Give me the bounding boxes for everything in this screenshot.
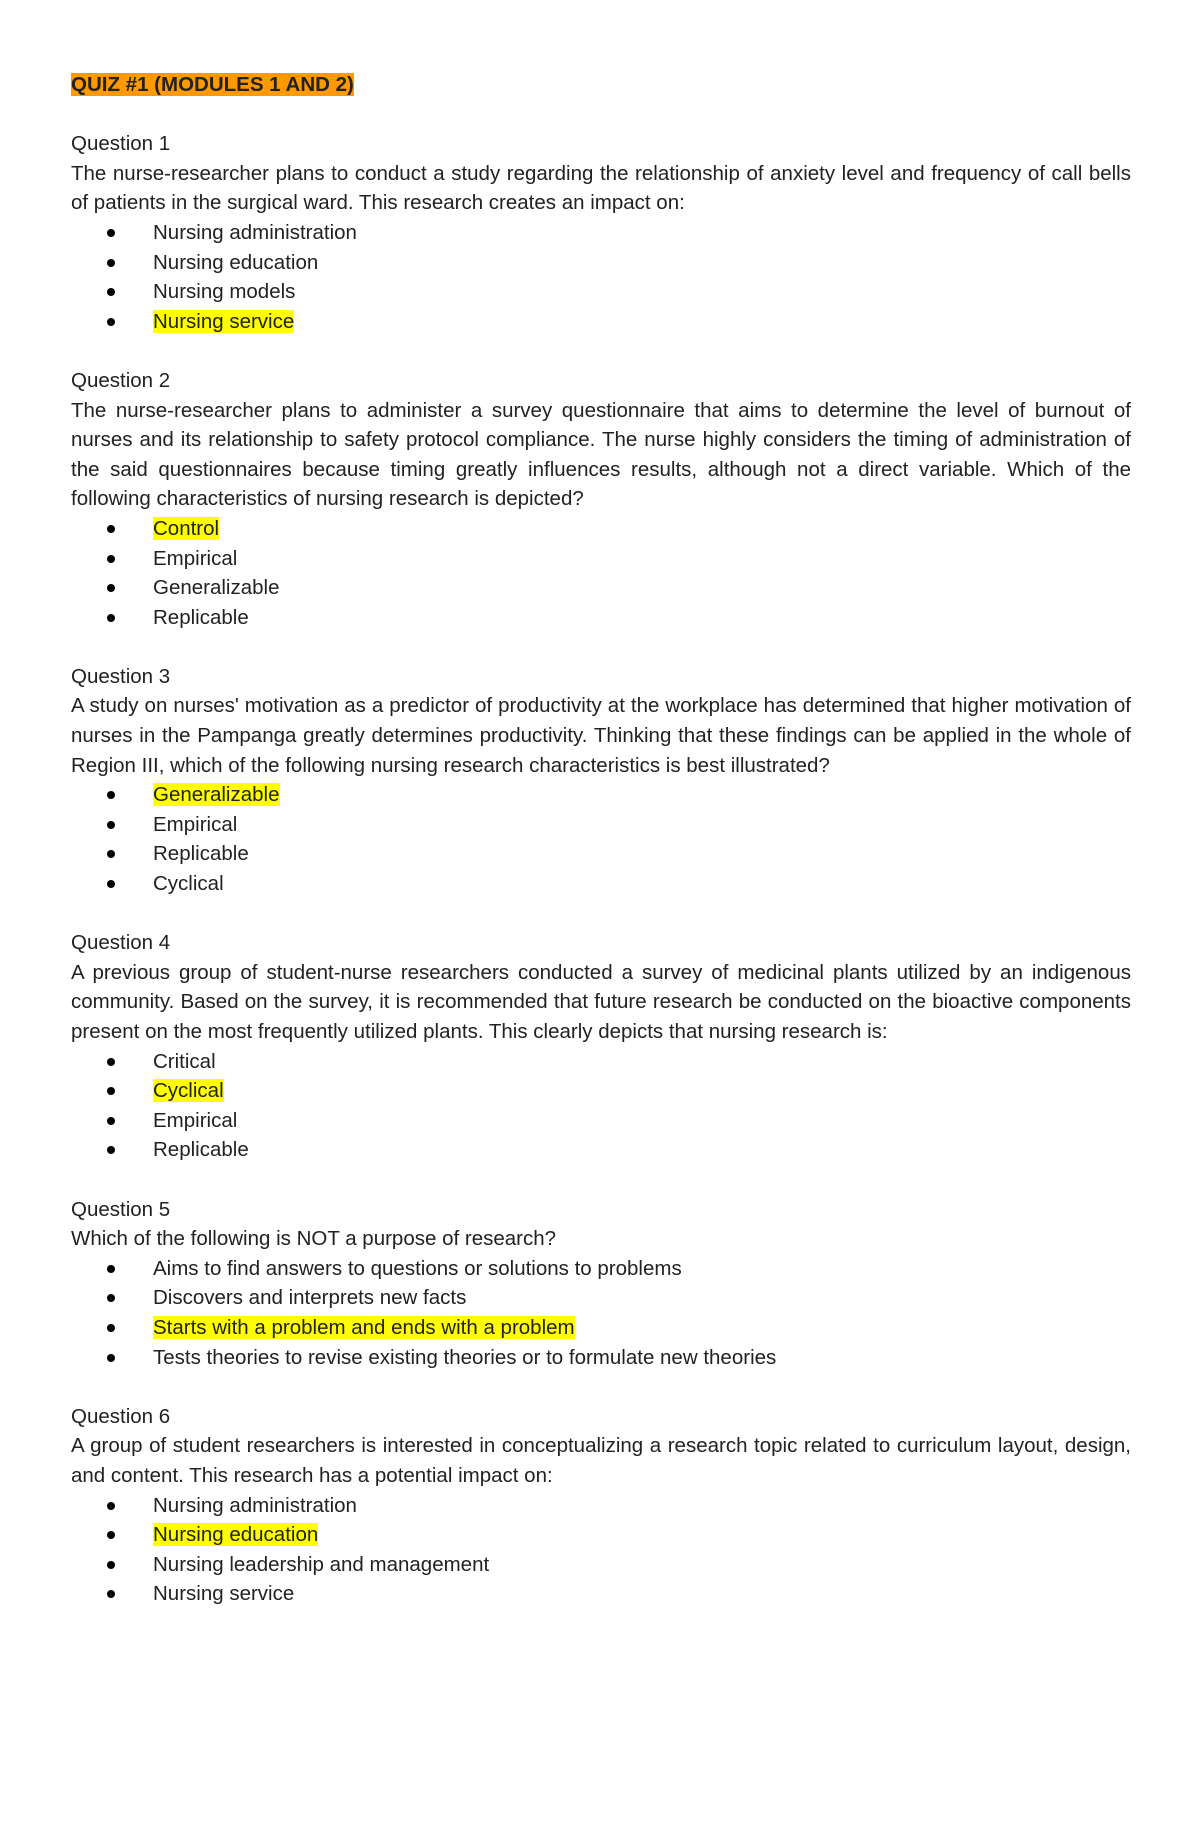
bullet-icon <box>107 229 115 237</box>
option-text: Empirical <box>153 1108 238 1132</box>
option-item <box>71 1343 1131 1373</box>
option-text: Generalizable <box>153 783 280 807</box>
bullet-icon <box>107 525 115 533</box>
question-text: The nurse-researcher plans to conduct a study regarding the relationship of anxiety level and frequency of call bells of patients in the surgical ward. This research creates an impact on: <box>71 161 1131 215</box>
bullet-icon <box>107 614 115 622</box>
option-item <box>71 1313 1131 1343</box>
option-text: Critical <box>153 1049 216 1073</box>
option-item <box>71 544 1131 574</box>
option-text: Nursing models <box>153 280 296 304</box>
options-list <box>71 218 1131 336</box>
option-text: Cyclical <box>153 1079 224 1103</box>
option-item <box>71 1076 1131 1106</box>
question-label: Question 3 <box>71 664 171 688</box>
option-text: Replicable <box>153 605 249 629</box>
question-text: A previous group of student-nurse researchers conducted a survey of medicinal plants utilized by an indigenous community. Based on the survey, it is recommended that future research be conducted on the bioactive components present on the most frequently utilized plants. This clearly depicts that nursing research is: <box>71 960 1131 1043</box>
bullet-icon <box>107 1354 115 1362</box>
question-5 <box>71 1195 1131 1373</box>
option-text: Nursing education <box>153 1523 319 1547</box>
option-text: Nursing leadership and management <box>153 1552 490 1576</box>
bullet-icon <box>107 318 115 326</box>
option-item <box>71 603 1131 633</box>
option-text: Nursing service <box>153 1582 295 1606</box>
question-2 <box>71 366 1131 632</box>
option-text: Control <box>153 516 220 540</box>
option-text: Replicable <box>153 1138 249 1162</box>
bullet-icon <box>107 1561 115 1569</box>
option-text: Aims to find answers to questions or solutions to problems <box>153 1256 682 1280</box>
bullet-icon <box>107 1087 115 1095</box>
options-list <box>71 1254 1131 1372</box>
question-label: Question 6 <box>71 1404 171 1428</box>
option-text: Tests theories to revise existing theories or to formulate new theories <box>153 1345 777 1369</box>
bullet-icon <box>107 555 115 563</box>
bullet-icon <box>107 1294 115 1302</box>
option-text: Generalizable <box>153 576 280 600</box>
question-1 <box>71 129 1131 336</box>
option-item <box>71 810 1131 840</box>
option-item <box>71 780 1131 810</box>
quiz-title <box>71 70 1131 100</box>
bullet-icon <box>107 880 115 888</box>
bullet-icon <box>107 1531 115 1539</box>
option-text: Cyclical <box>153 872 224 896</box>
bullet-icon <box>107 288 115 296</box>
quiz-title-text: QUIZ #1 (MODULES 1 AND 2) <box>71 73 354 96</box>
question-4 <box>71 928 1131 1165</box>
bullet-icon <box>107 850 115 858</box>
question-3 <box>71 662 1131 899</box>
option-text: Discovers and interprets new facts <box>153 1286 467 1310</box>
bullet-icon <box>107 1502 115 1510</box>
option-item <box>71 1491 1131 1521</box>
option-item <box>71 277 1131 307</box>
question-label: Question 5 <box>71 1197 171 1221</box>
bullet-icon <box>107 1117 115 1125</box>
option-text: Replicable <box>153 842 249 866</box>
options-list <box>71 780 1131 898</box>
document-page <box>71 70 1131 1638</box>
option-text: Nursing administration <box>153 1493 357 1517</box>
bullet-icon <box>107 1058 115 1066</box>
question-label: Question 2 <box>71 368 171 392</box>
options-list <box>71 1491 1131 1609</box>
options-list <box>71 1047 1131 1165</box>
question-text: A study on nurses' motivation as a predictor of productivity at the workplace has determined that higher motivation of nurses in the Pampanga greatly determines productivity. Thinking that these findings can be applied in the whole of Region III, which of the following nursing research characteristics is best illustrated? <box>71 694 1131 777</box>
question-6 <box>71 1402 1131 1609</box>
option-item <box>71 248 1131 278</box>
bullet-icon <box>107 1146 115 1154</box>
bullet-icon <box>107 1265 115 1273</box>
bullet-icon <box>107 1590 115 1598</box>
bullet-icon <box>107 791 115 799</box>
question-text: A group of student researchers is interested in conceptualizing a research topic related to curriculum layout, design, and content. This research has a potential impact on: <box>71 1434 1131 1487</box>
option-item <box>71 1047 1131 1077</box>
bullet-icon <box>107 821 115 829</box>
option-item <box>71 218 1131 248</box>
option-item <box>71 1520 1131 1550</box>
bullet-icon <box>107 584 115 592</box>
option-item <box>71 1106 1131 1136</box>
bullet-icon <box>107 259 115 267</box>
question-label: Question 4 <box>71 931 171 955</box>
option-text: Starts with a problem and ends with a problem <box>153 1315 575 1339</box>
options-list <box>71 514 1131 632</box>
option-item <box>71 307 1131 337</box>
option-text: Empirical <box>153 812 238 836</box>
option-item <box>71 839 1131 869</box>
bullet-icon <box>107 1324 115 1332</box>
option-text: Nursing education <box>153 250 319 274</box>
option-item <box>71 869 1131 899</box>
question-label: Question 1 <box>71 132 171 156</box>
option-item <box>71 1579 1131 1609</box>
option-item <box>71 514 1131 544</box>
option-text: Empirical <box>153 546 238 570</box>
option-item <box>71 1283 1131 1313</box>
option-text: Nursing service <box>153 309 295 333</box>
option-item <box>71 1254 1131 1284</box>
question-text: Which of the following is NOT a purpose of research? <box>71 1227 557 1251</box>
option-item <box>71 1135 1131 1165</box>
question-text: The nurse-researcher plans to administer a survey questionnaire that aims to determine the level of burnout of nurses and its relationship to safety protocol compliance. The nurse highly considers the timing of administration of the said questionnaires because timing greatly influences results, although not a direct variable. Which of the following characteristics of nursing research is depicted? <box>71 398 1131 511</box>
option-item <box>71 573 1131 603</box>
option-text: Nursing administration <box>153 220 357 244</box>
option-item <box>71 1550 1131 1580</box>
